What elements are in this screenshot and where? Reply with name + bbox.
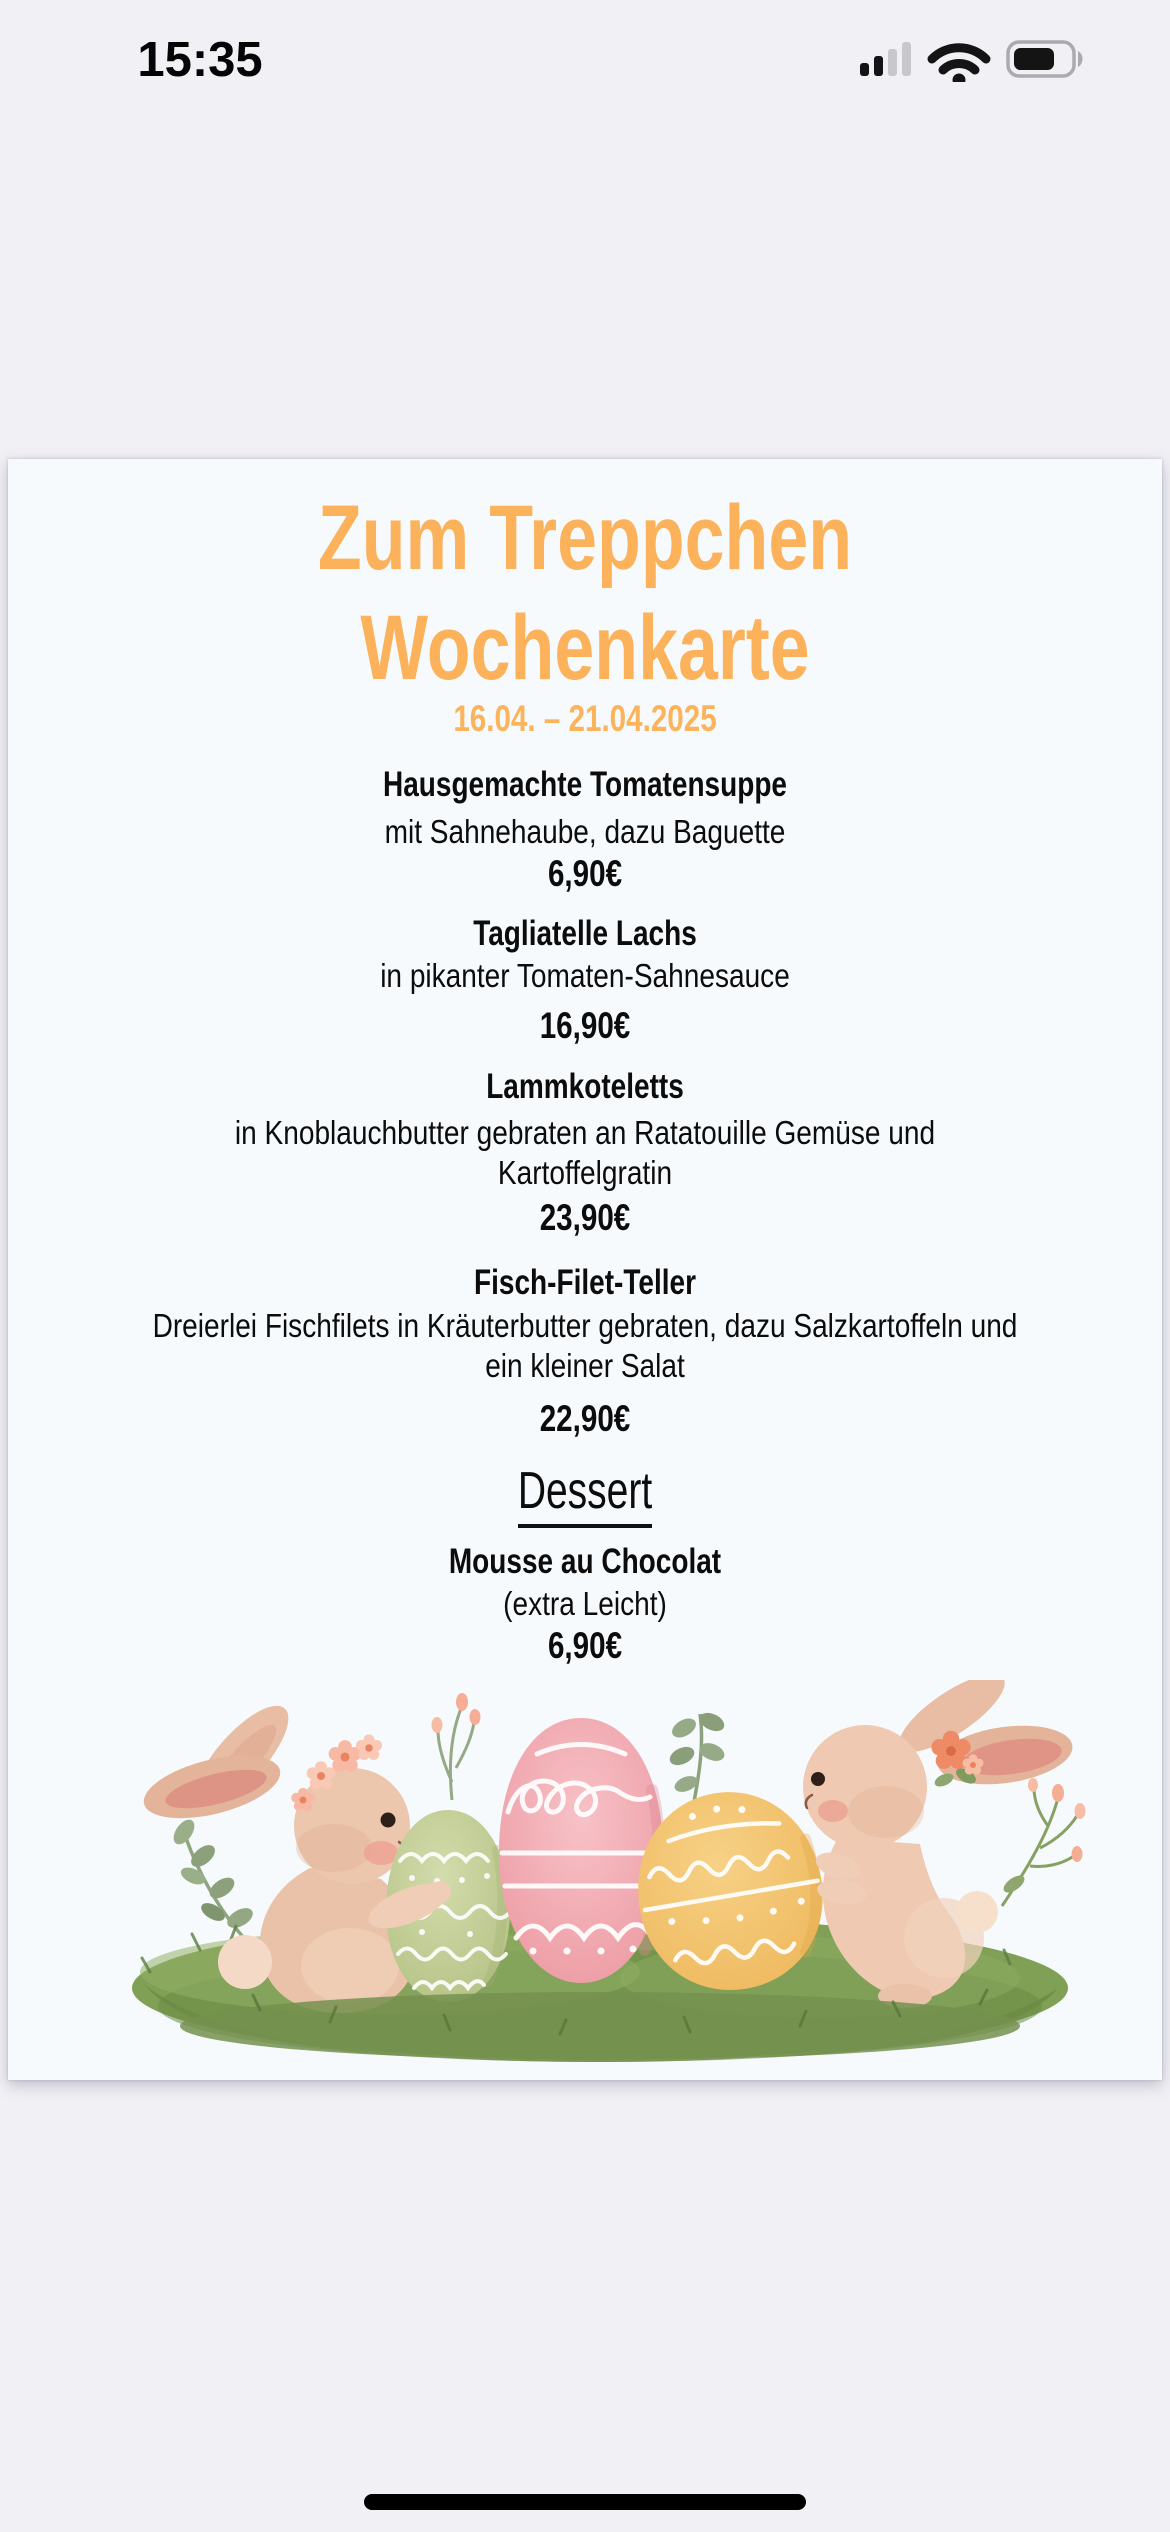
dessert-section-header: Dessert: [517, 1462, 653, 1520]
item-desc: Kartoffelgratin: [497, 1154, 673, 1191]
item-name: Fisch-Filet-Teller: [474, 1263, 696, 1302]
item-desc: ein kleiner Salat: [485, 1347, 685, 1384]
date-range: 16.04. – 21.04.2025: [453, 698, 717, 739]
pink-egg: [499, 1718, 663, 1983]
menu-item: [8, 763, 1162, 896]
foliage-right-buds: [1001, 1778, 1086, 1906]
status-time: 15:35: [137, 33, 263, 87]
page-title: Wochenkarte: [360, 597, 810, 699]
foliage-left-buds: [432, 1693, 481, 1800]
battery-icon: [1008, 42, 1083, 76]
easter-bunnies-eggs-illustration: [65, 1680, 1105, 2074]
item-price: 22,90€: [539, 1398, 631, 1439]
home-indicator[interactable]: [364, 2494, 806, 2510]
item-price: 6,90€: [547, 1625, 623, 1666]
item-desc: mit Sahnehaube, dazu Baguette: [384, 813, 786, 850]
foliage-left-sage: [169, 1816, 256, 1937]
menu-item: [8, 1540, 1162, 1668]
item-price: 6,90€: [547, 853, 623, 894]
item-price: 23,90€: [539, 1197, 631, 1238]
menu-card: [8, 459, 1162, 2080]
signal-icon: [860, 42, 911, 76]
item-desc: Dreierlei Fischfilets in Kräuterbutter gebraten, dazu Salzkartoffeln und: [152, 1307, 1018, 1344]
menu-item: [8, 912, 1162, 1048]
item-name: Mousse au Chocolat: [448, 1542, 722, 1581]
item-name: Tagliatelle Lachs: [473, 914, 697, 953]
status-icons: [842, 38, 1092, 82]
menu-item: [8, 1261, 1162, 1441]
item-price: 16,90€: [539, 1005, 631, 1046]
item-name: Lammkoteletts: [486, 1067, 684, 1106]
item-desc: in Knoblauchbutter gebraten an Ratatouille Gemüse und: [234, 1114, 936, 1151]
status-bar: [0, 0, 1170, 120]
restaurant-name: Zum Treppchen: [317, 487, 853, 589]
dessert-underline: [518, 1524, 652, 1528]
item-name: Hausgemachte Tomatensuppe: [382, 765, 788, 804]
item-desc: (extra Leicht): [503, 1585, 667, 1622]
item-desc: in pikanter Tomaten-Sahnesauce: [380, 957, 790, 994]
wifi-icon: [932, 48, 986, 82]
menu-item: [8, 1065, 1162, 1240]
